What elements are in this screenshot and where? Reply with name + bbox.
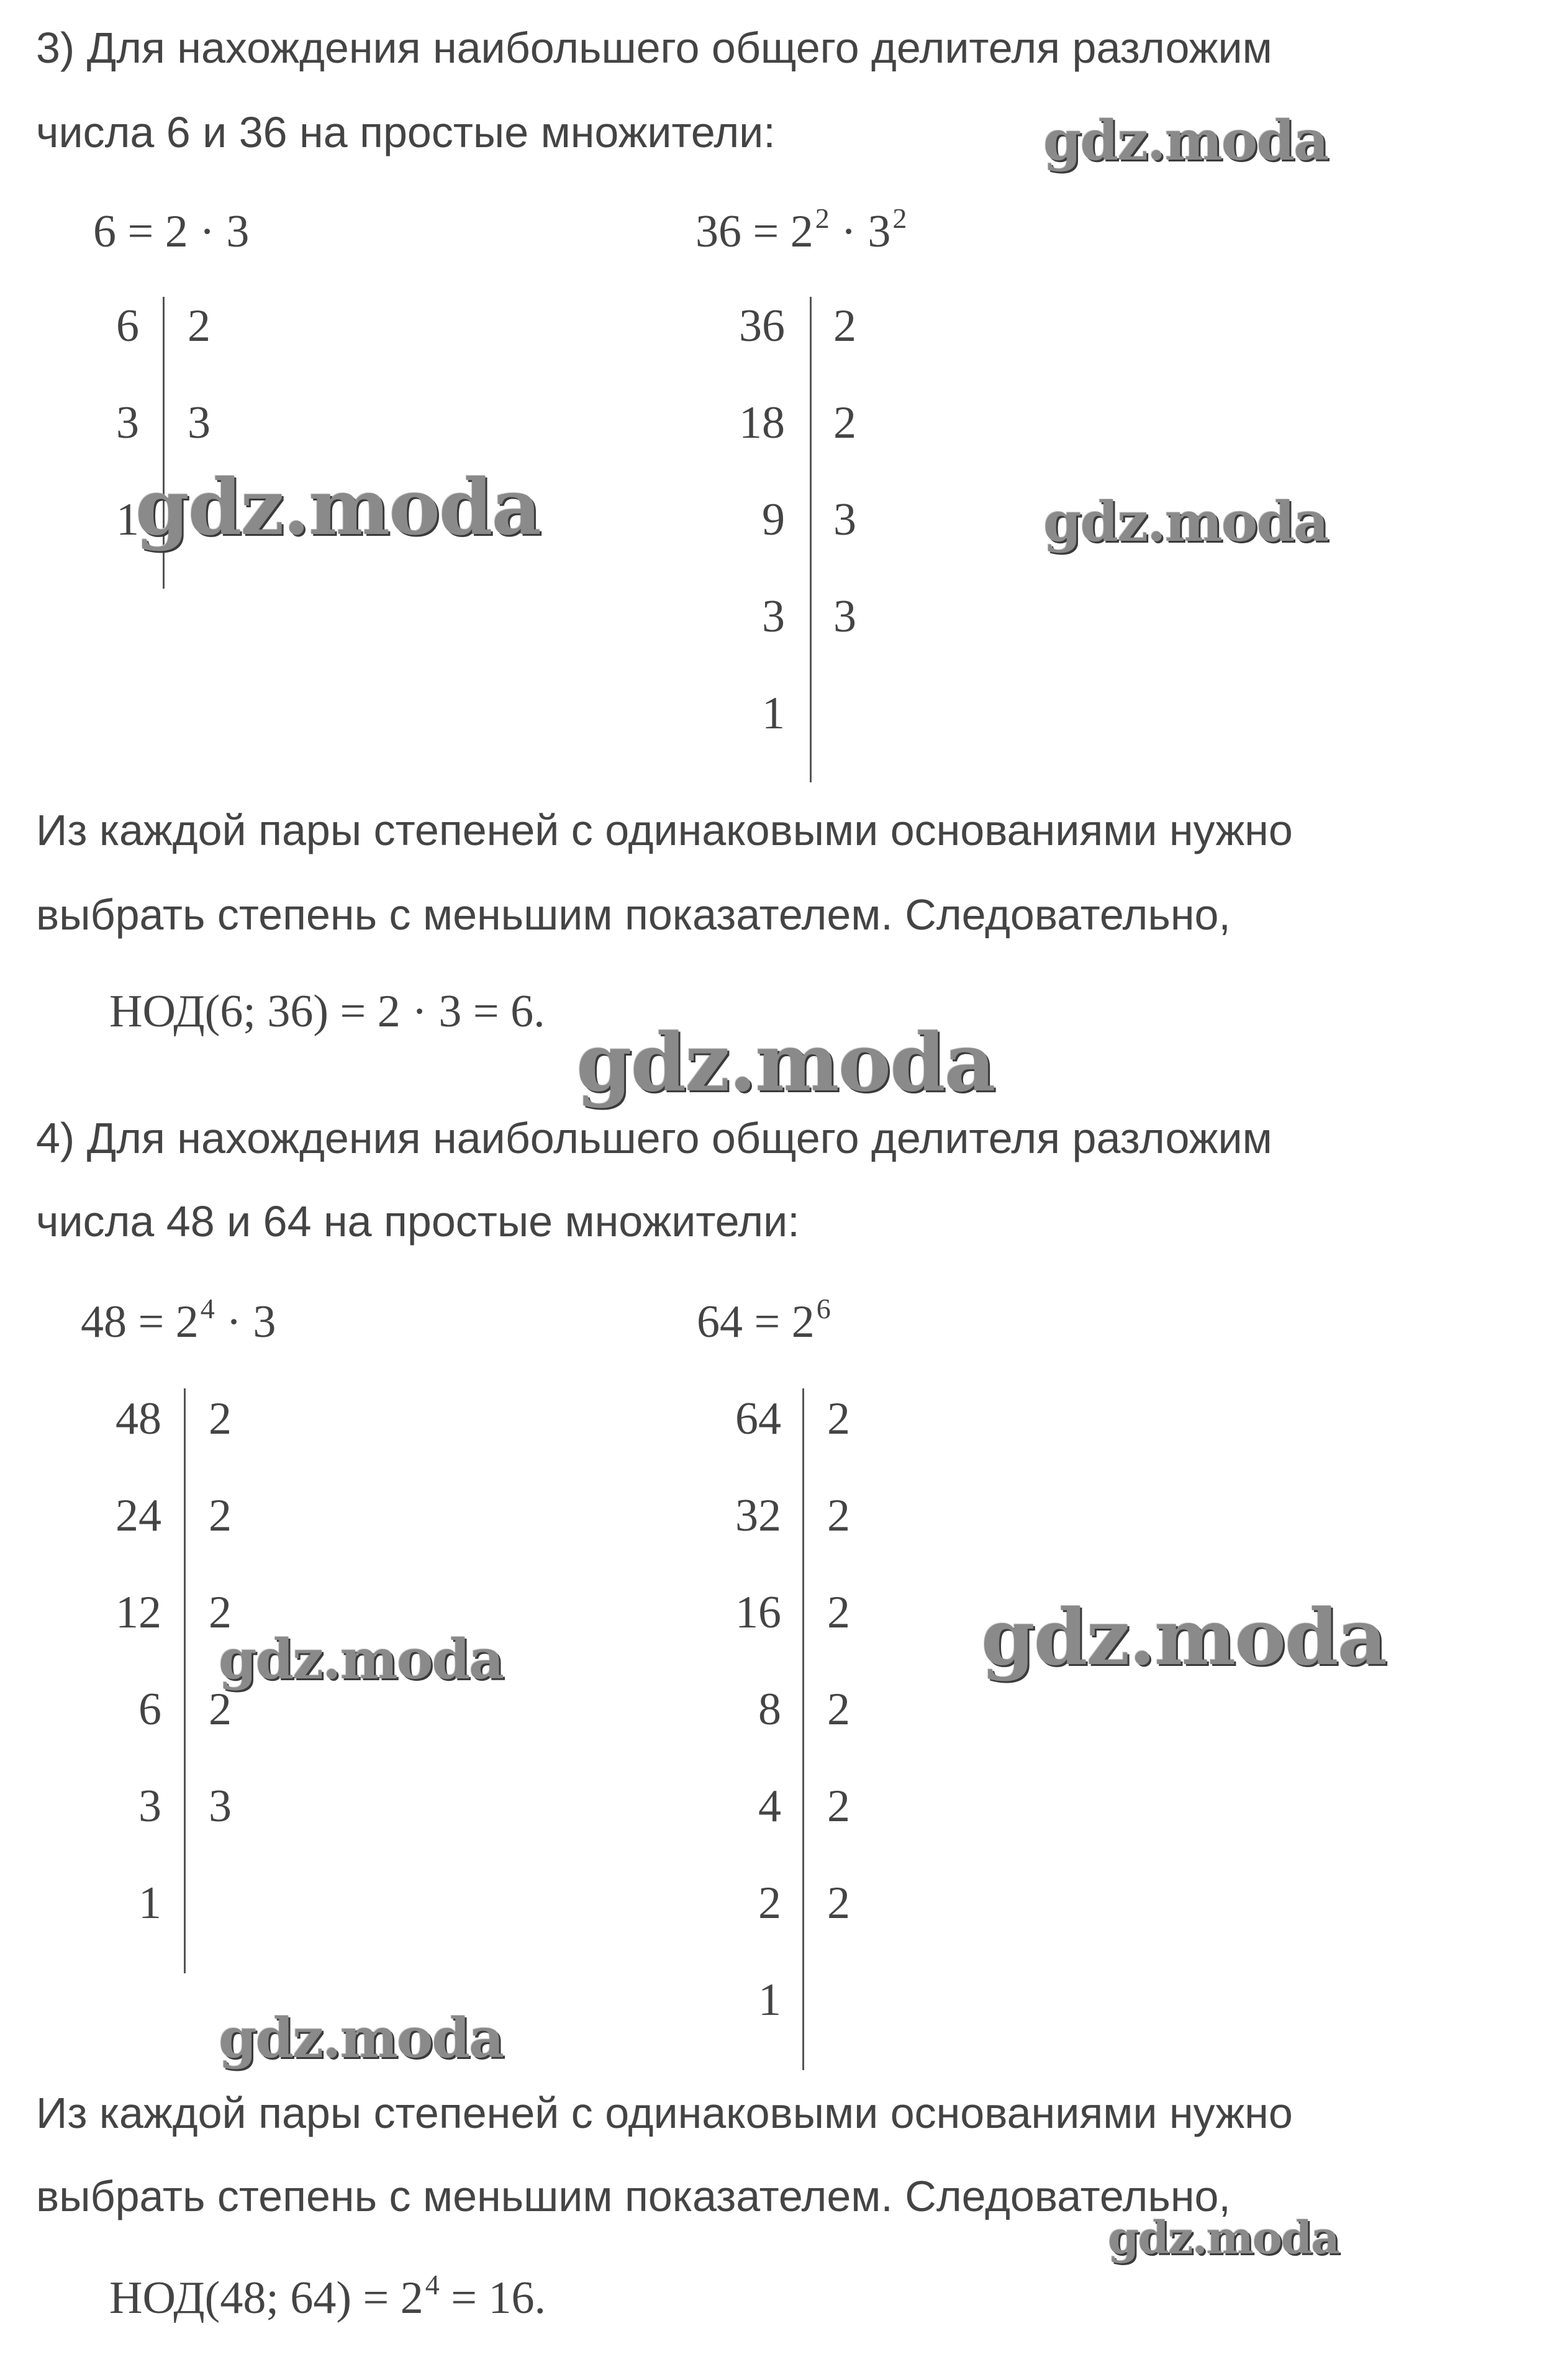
part4-equation-left: $48 = 2^4 \cdot 3$ <box>81 1293 276 1347</box>
dividend: 8 <box>758 1684 781 1735</box>
dividend: 2 <box>758 1878 781 1929</box>
part3-intro-line2: числа 6 и 36 на простые множители: <box>36 108 776 156</box>
watermark: gdz.moda <box>1043 108 1328 173</box>
dividend: 24 <box>116 1490 161 1541</box>
part4-intro-line1: 4) Для нахождения наибольшего общего делителя разложим <box>36 1114 1272 1162</box>
watermark: gdz.moda <box>135 463 540 553</box>
divisor: 2 <box>188 301 211 351</box>
watermark: gdz.moda <box>1043 489 1328 554</box>
divisor: 3 <box>833 591 856 642</box>
dividend: 3 <box>116 397 139 448</box>
part3-result: НОД(6; 36) = 2 · 3 = 6. <box>109 986 545 1037</box>
table-divider-line <box>184 1388 186 1973</box>
dividend: 36 <box>739 301 785 351</box>
dividend: 3 <box>138 1781 161 1832</box>
divisor: 2 <box>827 1684 850 1735</box>
part4-equation-right: $64 = 2^6$ <box>697 1293 831 1347</box>
divisor: 2 <box>209 1393 232 1444</box>
part4-conclusion-line1: Из каждой пары степеней с одинаковыми основаниями нужно <box>36 2089 1293 2137</box>
dividend: 64 <box>735 1393 781 1444</box>
part3-conclusion-line1: Из каждой пары степеней с одинаковыми основаниями нужно <box>36 806 1293 854</box>
divisor: 2 <box>827 1587 850 1638</box>
part4-intro-line2: числа 48 и 64 на простые множители: <box>36 1197 800 1246</box>
dividend: 6 <box>116 301 139 351</box>
divisor: 2 <box>209 1684 232 1735</box>
divisor: 2 <box>827 1490 850 1541</box>
dividend: 18 <box>739 397 785 448</box>
watermark: gdz.moda <box>576 1016 995 1110</box>
dividend: 9 <box>762 494 785 545</box>
divisor: 2 <box>827 1781 850 1832</box>
dividend: 12 <box>116 1587 161 1638</box>
divisor: 2 <box>209 1587 232 1638</box>
dividend: 1 <box>116 494 139 545</box>
part4-result: НОД(48; $64) = 2^4 = 16$. <box>109 2269 546 2323</box>
watermark: gdz.moda <box>219 2006 504 2070</box>
watermark: gdz.moda <box>981 1593 1386 1683</box>
divisor: 3 <box>188 397 211 448</box>
divisor: 2 <box>833 301 856 351</box>
divisor: 2 <box>827 1393 850 1444</box>
dividend: 1 <box>758 1975 781 2025</box>
divisor: 2 <box>833 397 856 448</box>
watermark: gdz.moda <box>219 1627 504 1691</box>
part3-intro-line1: 3) Для нахождения наибольшего общего делителя разложим <box>36 24 1272 72</box>
dividend: 48 <box>116 1393 161 1444</box>
dividend: 1 <box>762 688 785 739</box>
dividend: 16 <box>735 1587 781 1638</box>
divisor: 3 <box>209 1781 232 1832</box>
dividend: 32 <box>735 1490 781 1541</box>
part3-equation-left: 6 = 2 · 3 <box>93 206 250 257</box>
dividend: 6 <box>138 1684 161 1735</box>
table-divider-line <box>810 297 812 782</box>
part4-conclusion-line2: выбрать степень с меньшим показателем. Следовательно, <box>36 2172 1231 2220</box>
dividend: 1 <box>138 1878 161 1929</box>
part3-conclusion-line2: выбрать степень с меньшим показателем. Следовательно, <box>36 890 1231 939</box>
watermark: gdz.moda <box>1108 2211 1339 2264</box>
table-divider-line <box>802 1388 804 2070</box>
divisor: 2 <box>827 1878 850 1929</box>
part3-equation-right: $36 = 2^2 \cdot 3^2$ <box>695 202 907 257</box>
dividend: 4 <box>758 1781 781 1832</box>
dividend: 3 <box>762 591 785 642</box>
divisor: 2 <box>209 1490 232 1541</box>
divisor: 3 <box>833 494 856 545</box>
